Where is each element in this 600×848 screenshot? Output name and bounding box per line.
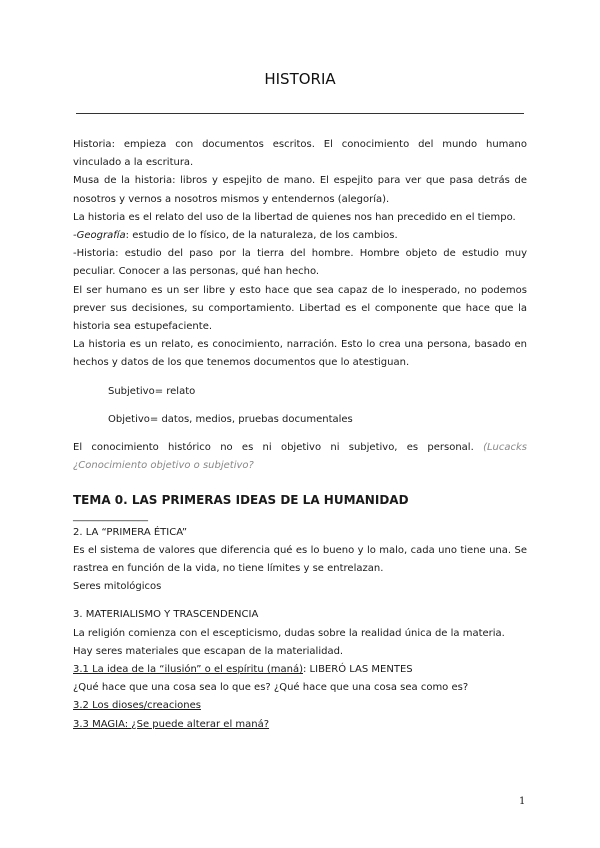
subsection-3-3: 3.3 MAGIA: ¿Se puede alterar el maná? (73, 718, 270, 730)
objetivo-line: Objetivo= datos, medios, pruebas documentales (108, 413, 353, 425)
section3-heading: 3. MATERIALISMO Y TRASCENDENCIA (73, 609, 259, 621)
paragraph (73, 227, 527, 245)
geografia-term: -Geografía (73, 230, 126, 242)
subsection-3-1-link: 3.1 La idea de la “ilusión” o el espíritu (maná) (73, 664, 303, 676)
paragraph: Seres mitológicos (73, 581, 162, 593)
paragraph: Musa de la historia: libros y espejito de mano. El espejito para ver que pasa detrás de nosotros y vernos a nosotros mismos y entendernos (alegoría). (73, 175, 527, 205)
subsection-3-1 (73, 661, 527, 679)
conocimiento-text: El conocimiento histórico no es ni objetivo ni subjetivo, es personal. (73, 442, 474, 454)
paragraph: Hay seres materiales que escapan de la materialidad. (73, 645, 344, 657)
geografia-definition: : estudio de lo físico, de la naturaleza, de los cambios. (125, 230, 398, 242)
page-title: HISTORIA (264, 70, 336, 88)
section2-heading: 2. LA “PRIMERA ÉTICA” (73, 526, 187, 538)
title-divider (76, 113, 524, 114)
subsection-3-2: 3.2 Los dioses/creaciones (73, 700, 201, 712)
paragraph: ¿Qué hace que una cosa sea lo que es? ¿Qué hace que una cosa sea como es? (73, 682, 469, 694)
subjetivo-line: Subjetivo= relato (108, 385, 196, 397)
paragraph: Historia: empieza con documentos escritos. El conocimiento del mundo humano vinculado a la escritura. (73, 139, 527, 169)
subsection-3-1-rest: LIBERÓ LAS MENTES (306, 664, 413, 676)
paragraph: Es el sistema de valores que diferencia qué es lo bueno y lo malo, cada uno tiene una. Se rastrea en función de la vida, no tiene límites y se entrelazan. (73, 544, 527, 575)
paragraph (73, 439, 527, 475)
lucacks-quote: (Lucacks ¿Conocimiento objetivo o subjetivo? (73, 442, 527, 472)
page-number: 1 (519, 796, 526, 807)
subsection-3-1-colon: : (303, 664, 307, 676)
tema-dashes: _______________ (73, 510, 148, 522)
paragraph: La historia es el relato del uso de la libertad de quienes nos han precedido en el tiempo. (73, 211, 516, 223)
paragraph: La religión comienza con el escepticismo, dudas sobre la realidad única de la materia. (73, 627, 505, 639)
paragraph: -Historia: estudio del paso por la tierra del hombre. Hombre objeto de estudio muy peculiar. Conocer a las personas, qué han hecho. (73, 248, 527, 278)
paragraph: La historia es un relato, es conocimiento, narración. Esto lo crea una persona, basado en hechos y datos de los que tenemos documentos que lo atestiguan. (73, 339, 527, 369)
document-body (73, 136, 527, 734)
tema-heading: TEMA 0. LAS PRIMERAS IDEAS DE LA HUMANIDAD (73, 493, 409, 508)
paragraph: El ser humano es un ser libre y esto hace que sea capaz de lo inesperado, no podemos prever sus decisiones, su comportamiento. Libertad es el componente que hace que la historia sea estupefaciente. (73, 284, 527, 333)
